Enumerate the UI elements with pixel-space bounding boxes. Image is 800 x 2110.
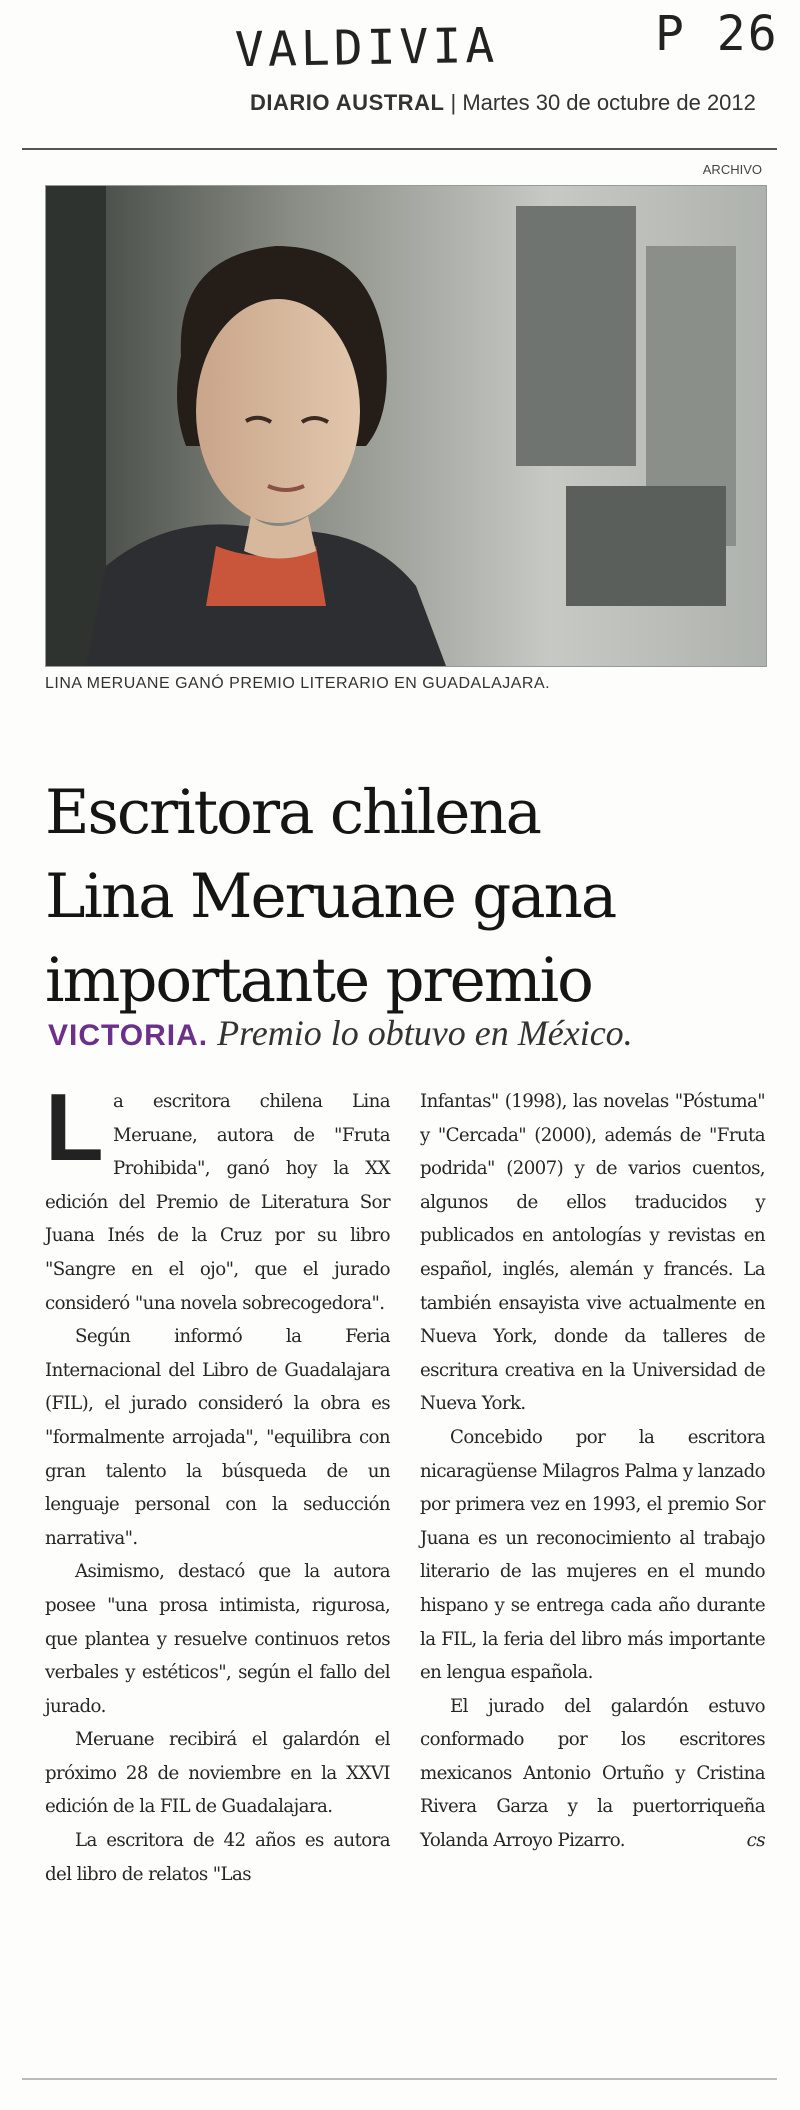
article-paragraph: Concebido por la escritora nicaragüense Milagros Palma y lanzado por primera vez en 1993, el premio Sor Juana es un reconocimiento al trabajo literario de las mujeres en el mundo hispano y se entrega cada año durante la FIL, la feria del libro más importante en lengua española. [420,1426,765,1684]
publication-date: Martes 30 de octubre de 2012 [462,90,756,115]
photo-credit: ARCHIVO [702,162,762,177]
article-paragraph: La escritora de 42 años es autora del libro de relatos "Las [45,1830,390,1885]
masthead-separator: | [450,90,463,115]
headline [45,771,765,1023]
headline-line: importante premio [45,944,592,1016]
top-rule [22,148,777,150]
masthead [250,90,770,116]
photo-caption: LINA MERUANE GANÓ PREMIO LITERARIO EN GUADALAJARA. [45,675,551,692]
article-paragraph: Meruane recibirá el galardón el próximo 28 de noviembre en la XXVI edición de la FIL de Guadalajara. [45,1729,390,1818]
author-photo [45,185,767,667]
kicker [48,1012,768,1054]
author-photo-illustration [46,186,766,666]
kicker-tag: VICTORIA. [48,1019,209,1052]
handwritten-page-note: P 26 [655,6,779,62]
paragraph-text: El jurado del galardón estuvo conformado por los escritores mexicanos Antonio Ortuño y Cristina Rivera Garza y la puertorriqueña Yolanda Arroyo Pizarro. [420,1695,765,1852]
bottom-rule [22,2078,777,2080]
article-column-left [45,1074,390,1891]
article-column-right [420,1085,765,1858]
kicker-deck: Premio lo obtuvo en México. [217,1013,633,1053]
handwritten-city-note: VALDIVIA [234,17,499,79]
newspaper-name: DIARIO AUSTRAL [250,90,445,115]
article-paragraph: Infantas" (1998), las novelas "Póstuma" y "Cercada" (2000), además de "Fruta podrida" (2007) y de varios cuentos, algunos de ellos traducidos y publicados en antologías y revistas en español, inglés, alemán y francés. La también ensayista vive actualmente en Nueva York, donde da talleres de escritura creativa en la Universidad de Nueva York. [420,1091,765,1415]
drop-cap: L [45,1074,104,1181]
article-paragraph [420,1690,765,1858]
headline-line: Escritora chilena [45,776,541,848]
author-initials-endmark: cs [746,1830,765,1852]
article-paragraph [45,1074,390,1320]
headline-line: Lina Meruane gana [45,860,616,932]
article-paragraph: Según informó la Feria Internacional del Libro de Guadalajara (FIL), el jurado consideró la obra es "formalmente arrojada", "equilibra con gran talento la búsqueda de un lenguaje personal con la seducción narrativa". [45,1326,390,1549]
paragraph-text: a escritora chilena Lina Meruane, autora de "Fruta Prohibida", ganó hoy la XX edición del Premio de Literatura Sor Juana Inés de la Cruz por su libro "Sangre en el ojo", que el jurado consideró "una novela sobrecogedora". [45,1091,390,1314]
article-paragraph: Asimismo, destacó que la autora posee "una prosa intimista, rigurosa, que plantea y resuelve continuos retos verbales y estéticos", según el fallo del jurado. [45,1561,390,1717]
